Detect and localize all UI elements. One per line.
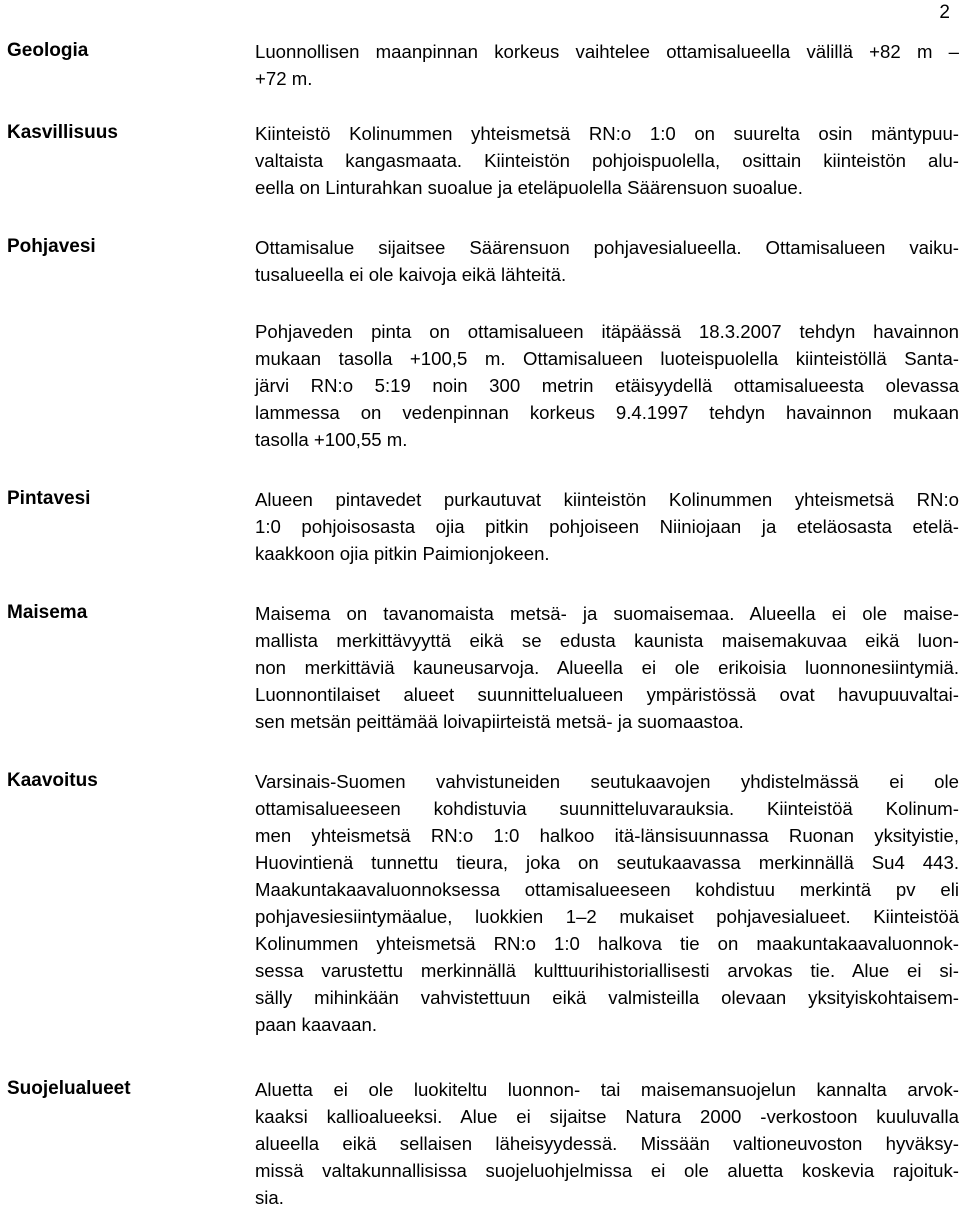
text-line: missä valtakunnallisissa suojeluohjelmissa ei ole aluetta koskevia rajoituk- [255,1160,959,1181]
section-text-kaavoitus [255,768,959,1038]
text-line: Maakuntakaavaluonnoksessa ottamisalueeseen kohdistuu merkintä pv eli [255,879,959,900]
text-line: kaakkoon ojia pitkin Paimionjokeen. [255,543,550,564]
section-label-kaavoitus: Kaavoitus [7,770,98,791]
text-line: lammessa on vedenpinnan korkeus 9.4.1997 tehdyn havainnon mukaan [255,402,959,423]
section-label-maisema: Maisema [7,602,88,623]
page-number: 2 [939,2,950,23]
section-text-maisema [255,600,959,735]
text-line: paan kaavaan. [255,1014,377,1035]
text-line: sessa varustettu merkinnällä kulttuurihistoriallisesti arvokas tie. Alue ei si- [255,960,959,981]
text-line: 1:0 pohjoisosasta ojia pitkin pohjoiseen Niiniojaan ja eteläosasta etelä- [255,516,959,537]
text-line: Alueen pintavedet purkautuvat kiinteistön Kolinummen yhteismetsä RN:o [255,489,959,510]
section-label-pohjavesi: Pohjavesi [7,236,96,257]
text-line: Varsinais-Suomen vahvistuneiden seutukaavojen yhdistelmässä ei ole [255,771,959,792]
section-text-pohjavesi-p2 [255,318,959,453]
text-line: Luonnollisen maanpinnan korkeus vaihtelee ottamisalueella välillä +82 m – [255,41,959,62]
section-text-suojelualueet [255,1076,959,1211]
text-line: Aluetta ei ole luokiteltu luonnon- tai maisemansuojelun kannalta arvok- [255,1079,959,1100]
text-line: Huovintienä tunnettu tieura, joka on seutukaavassa merkinnällä Su4 443. [255,852,959,873]
text-line: Kolinummen yhteismetsä RN:o 1:0 halkova tie on maakuntakaavaluonnok- [255,933,959,954]
section-label-suojelualueet: Suojelualueet [7,1078,131,1099]
text-line: Ottamisalue sijaitsee Säärensuon pohjavesialueella. Ottamisalueen vaiku- [255,237,959,258]
text-line: Luonnontilaiset alueet suunnittelualueen ympäristössä ovat havupuuvaltai- [255,684,959,705]
text-line: kaaksi kallioalueeksi. Alue ei sijaitse Natura 2000 -verkostoon kuuluvalla [255,1106,959,1127]
text-line: alueella eikä sellaisen läheisyydessä. Missään valtioneuvoston hyväksy- [255,1133,959,1154]
text-line: sälly mihinkään vahvistettuun eikä valmisteilla olevaan yksityiskohtaisem- [255,987,959,1008]
text-line: eella on Linturahkan suoalue ja eteläpuolella Säärensuon suoalue. [255,177,803,198]
text-line: tasolla +100,55 m. [255,429,408,450]
section-text-pintavesi [255,486,959,567]
text-line: pohjavesiesiintymäalue, luokkien 1–2 mukaiset pohjavesialueet. Kiinteistöä [255,906,959,927]
text-line: ottamisalueeseen kohdistuvia suunnitteluvarauksia. Kiinteistöä Kolinum- [255,798,959,819]
text-line: järvi RN:o 5:19 noin 300 metrin etäisyydellä ottamisalueesta olevassa [255,375,959,396]
text-line: men yhteismetsä RN:o 1:0 halkoo itä-länsisuunnassa Ruonan yksityistie, [255,825,959,846]
text-line: non merkittäviä kauneusarvoja. Alueella ei ole erikoisia luonnonesiintymiä. [255,657,959,678]
text-line: sia. [255,1187,284,1208]
text-line: mukaan tasolla +100,5 m. Ottamisalueen luoteispuolella kiinteistöllä Santa- [255,348,959,369]
text-line: Maisema on tavanomaista metsä- ja suomaisemaa. Alueella ei ole maise- [255,603,959,624]
section-text-kasvillisuus [255,120,959,201]
text-line: mallista merkittävyyttä eikä se edusta kaunista maisemakuvaa eikä luon- [255,630,959,651]
text-line: Kiinteistö Kolinummen yhteismetsä RN:o 1:0 on suurelta osin mäntypuu- [255,123,959,144]
text-line: tusalueella ei ole kaivoja eikä lähteitä. [255,264,567,285]
section-label-kasvillisuus: Kasvillisuus [7,122,118,143]
section-text-pohjavesi-p1 [255,234,959,288]
section-label-pintavesi: Pintavesi [7,488,91,509]
section-text-geologia [255,38,959,92]
section-label-geologia: Geologia [7,40,89,61]
text-line: Pohjaveden pinta on ottamisalueen itäpäässä 18.3.2007 tehdyn havainnon [255,321,959,342]
text-line: valtaista kangasmaata. Kiinteistön pohjoispuolella, osittain kiinteistön alu- [255,150,959,171]
text-line: sen metsän peittämää loivapiirteistä metsä- ja suomaastoa. [255,711,744,732]
text-line: +72 m. [255,68,313,89]
